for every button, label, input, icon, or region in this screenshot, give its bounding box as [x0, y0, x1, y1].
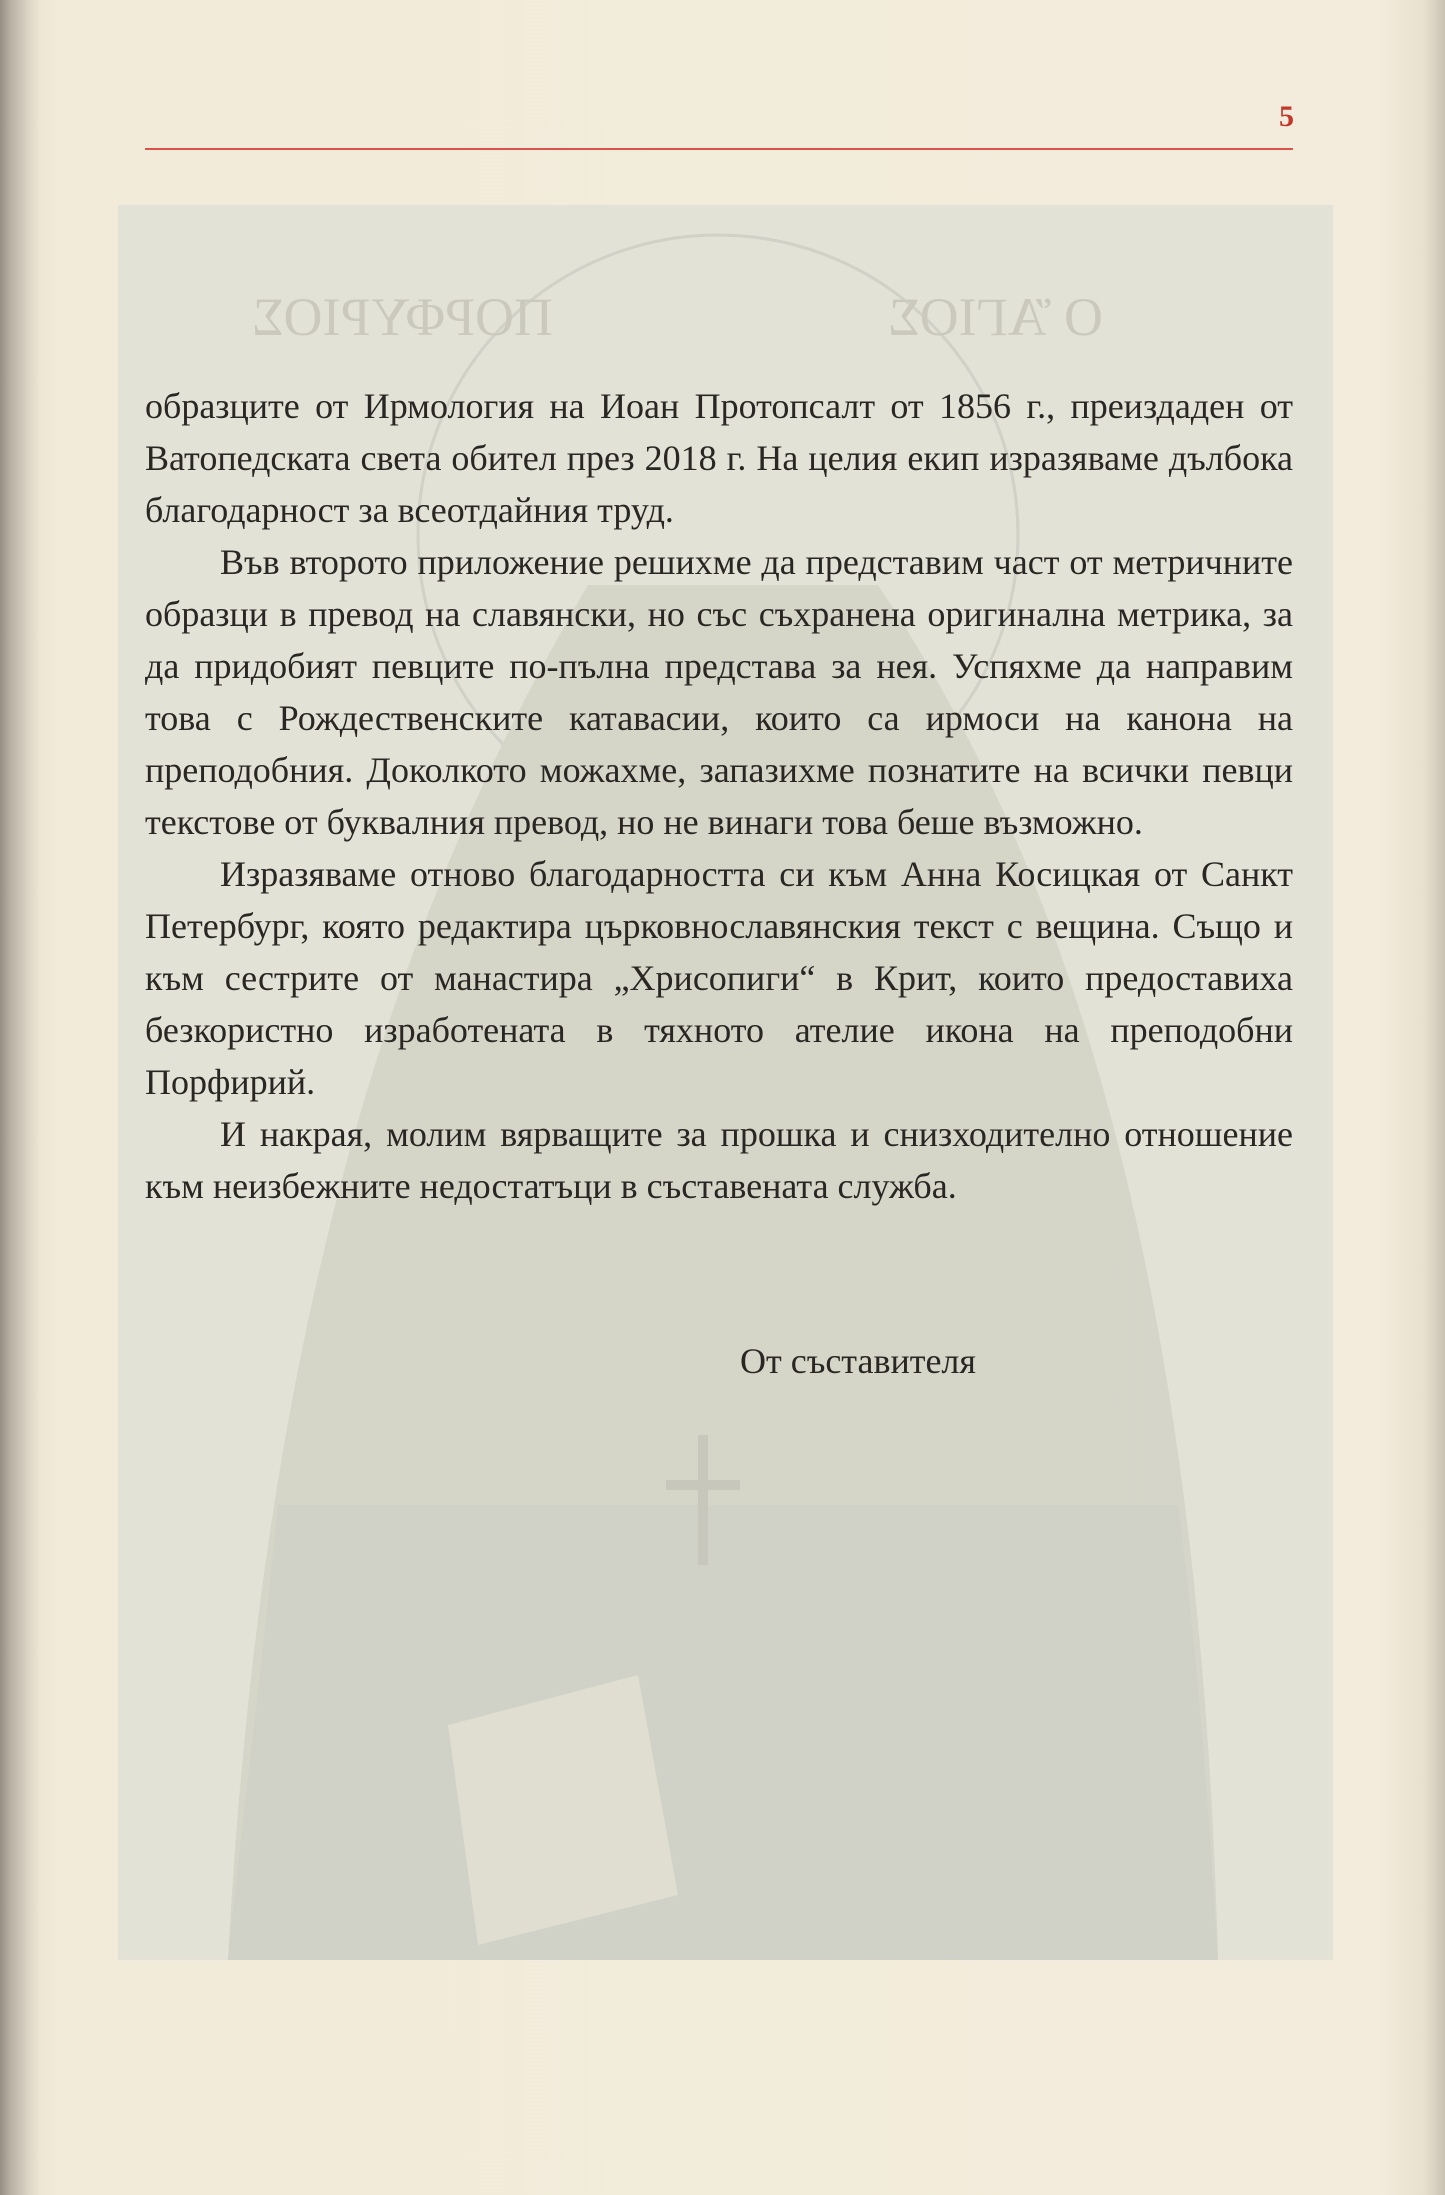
svg-text:Ο ἍΓΙΟΣ: Ο ἍΓΙΟΣ: [888, 287, 1103, 347]
paragraph-3: Изразяваме отново благодарността си към Анна Косицкая от Санкт Петербург, която редактира църковнославянския текст с вещина. Също и към сестрите от манастира „Хрисопиги“ в Крит, които предоставиха безкористно изработената в тяхното ателие икона на преподобни Порфирий.: [145, 854, 1293, 1102]
paragraph-4: И накрая, молим вярващите за прошка и снизходително отношение към неизбежните недостатъци в съставената служба.: [145, 1114, 1293, 1206]
page-number: 5: [1279, 100, 1294, 133]
paragraph-1: образците от Ирмология на Иоан Протопсалт от 1856 г., преиздаден от Ватопедската света обител през 2018 г. На целия екип изразяваме дълбока благодарност за всеотдайния труд.: [145, 386, 1293, 530]
svg-text:ΠΟΡΦΥΡΙΟΣ: ΠΟΡΦΥΡΙΟΣ: [252, 287, 553, 347]
header-rule: [145, 148, 1293, 150]
paragraph-2: Във второто приложение решихме да представим част от метричните образци в превод на славянски, но със съхранена оригинална метрика, за да придобият певците по-пълна представа за нея. Успяхме да направим това с Рождественските катавасии, които са ирмоси на канона на преподобния. Доколкото можахме, запазихме познатите на всички певци текстове от буквалния превод, но не винаги това беше възможно.: [145, 542, 1293, 842]
main-text: [145, 380, 1293, 1212]
gutter-shadow: [0, 0, 40, 2195]
signature: От съставителя: [740, 1341, 976, 1381]
